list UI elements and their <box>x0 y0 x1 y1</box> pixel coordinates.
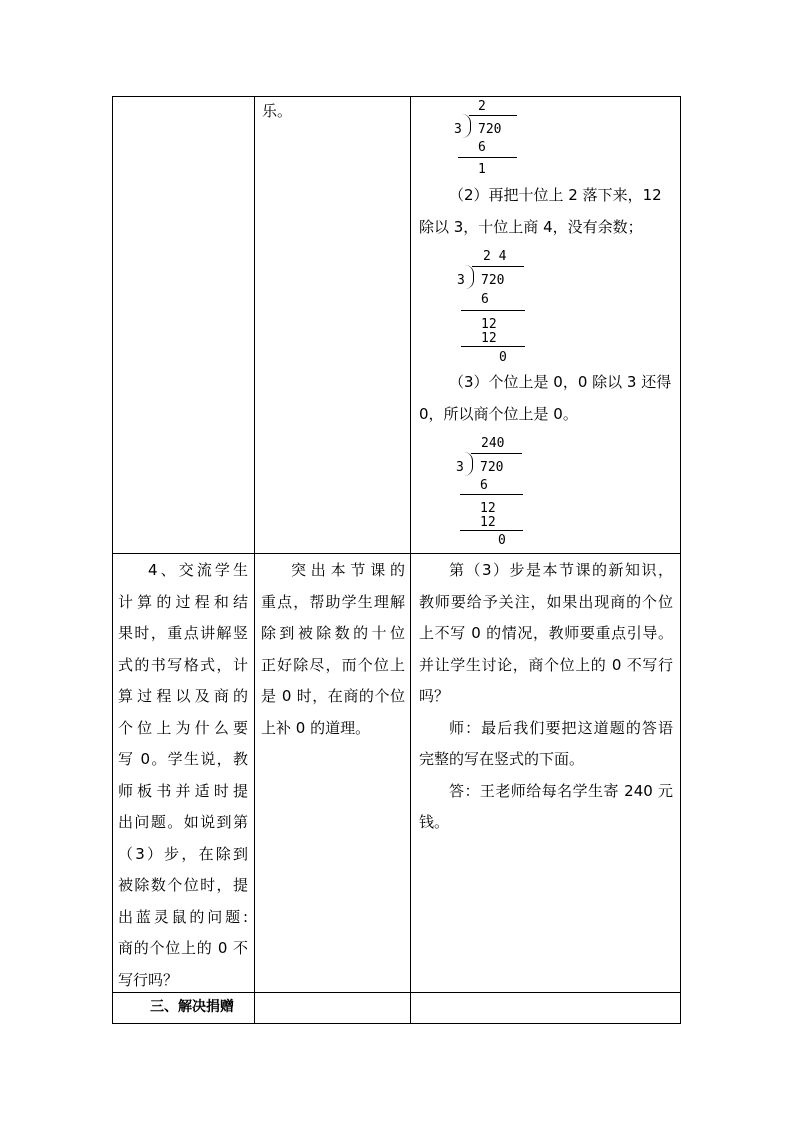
row2-col1-line: 计算的过程和结 <box>118 592 248 611</box>
row2-col1-line: 写 0。学生说，教 <box>118 750 248 768</box>
row2-col1-line: 商的个位上的 0 不 <box>118 939 248 957</box>
row2-col2-line: 突出本节课的 <box>291 561 405 579</box>
row2-col3-paragraph <box>419 555 673 839</box>
divisor: 3 <box>457 273 465 288</box>
row2-col2-line: 除到被除数的十位 <box>261 624 405 642</box>
division-bracket <box>462 114 471 138</box>
table-col-divider-1 <box>254 96 255 1024</box>
table-border-left <box>112 96 113 1024</box>
dividend: 720 <box>478 122 502 137</box>
dividend: 720 <box>480 460 504 475</box>
division-bracket <box>465 265 474 289</box>
row3-col1-heading: 三、解决捐赠 <box>150 999 234 1015</box>
subtrahend-2: 12 <box>480 515 496 530</box>
step3-line-2: 0，所以商个位上是 0。 <box>419 404 578 423</box>
subtraction-line-2 <box>460 530 523 531</box>
subtrahend: 6 <box>480 478 488 493</box>
divisor: 3 <box>454 122 462 137</box>
row2-col1-paragraph <box>118 555 248 996</box>
step2-paragraph <box>419 180 671 243</box>
subtrahend: 6 <box>481 292 489 307</box>
row2-col1-line: 式的书写格式，计 <box>118 655 248 674</box>
row2-col2-line: 上补 0 的道理。 <box>261 718 371 737</box>
row2-col2-line: 重点，帮助学生理解 <box>261 592 405 611</box>
row2-col1-line: 被除数个位时，提 <box>118 876 248 894</box>
step3-line-1: （3）个位上是 0，0 除以 3 还得 <box>449 373 672 391</box>
divisor: 3 <box>456 460 464 475</box>
dividend: 720 <box>481 273 505 288</box>
row2-col1-line: 个位上为什么要 <box>118 718 248 737</box>
row2-col3-line: 钱。 <box>419 813 450 831</box>
row2-col1-line: 出问题。如说到第 <box>118 813 248 831</box>
row2-col3-line: 上不写 0 的情况，教师要重点引导。 <box>419 624 673 642</box>
quotient: 2 4 <box>483 249 507 264</box>
subtrahend: 6 <box>478 140 486 155</box>
row2-col3-line: 并让学生讨论，商个位上的 0 不写行 <box>419 655 673 674</box>
subtraction-line-2 <box>461 346 525 347</box>
row2-col3-line: 师：最后我们要把这道题的答语 <box>449 718 673 737</box>
table-row-divider-1 <box>112 553 681 554</box>
remainder: 1 <box>478 162 486 177</box>
row2-col2-line: 是 0 时，在商的个位 <box>261 687 405 705</box>
row2-col1-line: 算过程以及商的 <box>118 687 248 705</box>
division-overline <box>472 266 524 267</box>
row2-col1-line: 写行吗？ <box>118 970 179 989</box>
table-border-top <box>112 96 681 97</box>
remainder: 0 <box>499 350 507 365</box>
row2-col3-line: 教师要给予关注，如果出现商的个位 <box>419 592 673 611</box>
subtraction-line <box>460 494 523 495</box>
row2-col1-line: 师板书并适时提 <box>118 781 248 800</box>
brought-down: 12 <box>480 501 496 516</box>
row2-col1-line: （3）步，在除到 <box>118 844 248 863</box>
quotient: 2 <box>478 99 486 114</box>
step2-line-1: （2）再把十位上 2 落下来，12 <box>449 186 662 204</box>
row2-col1-line: 4、交流学生 <box>148 561 248 579</box>
row2-col2-line: 正好除尽，而个位上 <box>261 655 405 674</box>
quotient: 240 <box>481 436 505 451</box>
division-bracket <box>464 452 473 476</box>
row2-col1-line: 果时，重点讲解竖 <box>118 624 248 642</box>
table-col-divider-2 <box>410 96 411 1024</box>
remainder: 0 <box>498 533 506 548</box>
division-overline <box>469 115 517 116</box>
step2-line-2: 除以 3，十位上商 4，没有余数； <box>419 217 643 236</box>
step3-paragraph <box>419 367 671 430</box>
division-overline <box>471 453 522 454</box>
row2-col3-line: 完整的写在竖式的下面。 <box>419 750 585 768</box>
subtraction-line <box>461 310 525 311</box>
row2-col3-line: 答：王老师给每名学生寄 240 元 <box>449 781 673 800</box>
brought-down: 12 <box>481 317 497 332</box>
subtrahend-2: 12 <box>481 331 497 346</box>
row2-col1-line: 出蓝灵鼠的问题: <box>118 907 248 926</box>
row2-col3-line: 吗？ <box>419 687 450 705</box>
row2-col2-paragraph <box>261 555 405 744</box>
table-border-right <box>680 96 681 1024</box>
subtraction-line <box>458 157 517 158</box>
row2-col3-line: 第（3）步是本节课的新知识， <box>449 561 673 579</box>
row1-col2-text: 乐。 <box>262 102 293 120</box>
